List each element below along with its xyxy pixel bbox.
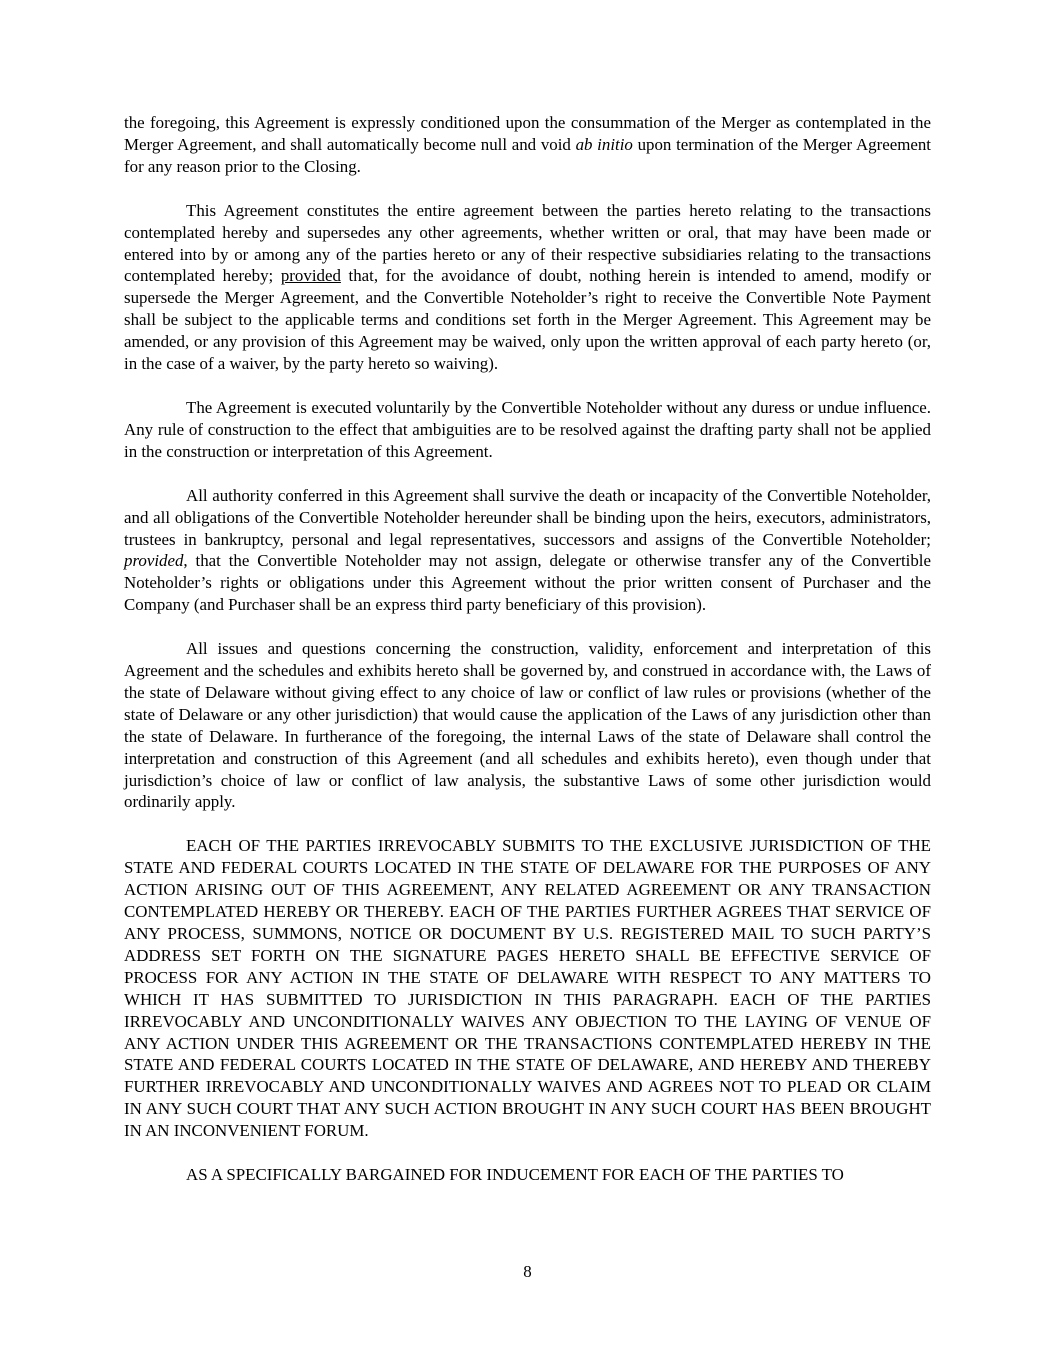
paragraph-voluntary-execution: The Agreement is executed voluntarily by the Convertible Noteholder without any duress or undue influence. Any rule of construction to the effect that ambiguities are to be resolved against the drafting party shall not be applied in the construction or interpretation of this Agreement. [124, 397, 931, 461]
paragraph-text: , that the Convertible Noteholder may not assign, delegate or otherwise transfer any of the Convertible Noteholder’s rights or obligations under this Agreement without the prior written consent of Purchaser and the Company (and Purchaser shall be an express third party beneficiary of this provision). [124, 551, 931, 615]
paragraph-authority-survival [124, 485, 931, 616]
underlined-term: provided [280, 266, 341, 286]
paragraph-entire-agreement [124, 200, 931, 375]
italic-term: provided [124, 551, 184, 571]
paragraph-text: that, for the avoidance of doubt, nothing herein is intended to amend, modify or supersede the Merger Agreement, and the Convertible Noteholder’s right to receive the Convertible Note Payment shall be subject to the applicable terms and conditions set forth in the Merger Agreement. This Agreement may be amended, or any provision of this Agreement may be waived, only upon the written approval of each party hereto (or, in the case of a waiver, by the party hereto so waiving). [124, 266, 932, 374]
latin-phrase: ab initio [575, 134, 633, 154]
document-body [124, 112, 931, 1208]
paragraph-text: All authority conferred in this Agreement shall survive the death or incapacity of the Convertible Noteholder, and all obligations of the Convertible Noteholder hereunder shall be binding upon the heirs, executors, administrators, trustees in bankruptcy, personal and legal representatives, successors and assigns of the Convertible Noteholder; [124, 485, 931, 549]
paragraph-text: This Agreement constitutes the entire agreement between the parties hereto relating to the transactions contemplated hereby and supersedes any other agreements, whether written or oral, that may have been made or entered into by or among any of the parties hereto or any of their respective subsidiaries relating to the transactions contemplated hereby; [124, 200, 931, 286]
paragraph-governing-law: All issues and questions concerning the construction, validity, enforcement and interpretation of this Agreement and the schedules and exhibits hereto shall be governed by, and construed in accordance with, the Laws of the state of Delaware without giving effect to any choice of law or conflict of law rules or provisions (whether of the state of Delaware or any other jurisdiction) that would cause the application of the Laws of any jurisdiction other than the state of Delaware. In furtherance of the foregoing, the internal Laws of the state of Delaware shall control the interpretation and construction of this Agreement (and all schedules and exhibits hereto), even though under that jurisdiction’s choice of law or conflict of law analysis, the substantive Laws of some other jurisdiction would ordinarily apply. [124, 639, 931, 812]
paragraph-text: the foregoing, this Agreement is expressly conditioned upon the consummation of the Merger as contemplated in the Merger Agreement, and shall automatically become null and void [124, 113, 931, 154]
page-number: 8 [523, 1262, 532, 1281]
paragraph-jurisdiction: EACH OF THE PARTIES IRREVOCABLY SUBMITS TO THE EXCLUSIVE JURISDICTION OF THE STATE AND FEDERAL COURTS LOCATED IN THE STATE OF DELAWARE FOR THE PURPOSES OF ANY ACTION ARISING OUT OF THIS AGREEMENT, ANY RELATED AGREEMENT OR ANY TRANSACTION CONTEMPLATED HEREBY OR THEREBY. EACH OF THE PARTIES FURTHER AGREES THAT SERVICE OF ANY PROCESS, SUMMONS, NOTICE OR DOCUMENT BY U.S. REGISTERED MAIL TO SUCH PARTY’S ADDRESS SET FORTH ON THE SIGNATURE PAGES HERETO SHALL BE EFFECTIVE SERVICE OF PROCESS FOR ANY ACTION IN THE STATE OF DELAWARE WITH RESPECT TO ANY MATTERS TO WHICH IT HAS SUBMITTED TO JURISDICTION IN THIS PARAGRAPH. EACH OF THE PARTIES IRREVOCABLY AND UNCONDITIONALLY WAIVES ANY OBJECTION TO THE LAYING OF VENUE OF ANY ACTION UNDER THIS AGREEMENT OR THE TRANSACTIONS CONTEMPLATED HEREBY IN THE STATE AND FEDERAL COURTS LOCATED IN THE STATE OF DELAWARE, AND HEREBY AND THEREBY FURTHER IRREVOCABLY AND UNCONDITIONALLY WAIVES AND AGREES NOT TO PLEAD OR CLAIM IN ANY SUCH COURT THAT ANY SUCH ACTION BROUGHT IN ANY SUCH COURT HAS BEEN BROUGHT IN AN INCONVENIENT FORUM. [124, 836, 931, 1141]
paragraph-text: upon termination of the Merger Agreement for any reason prior to the Closing. [124, 134, 931, 176]
paragraph-inducement: AS A SPECIFICALLY BARGAINED FOR INDUCEMENT FOR EACH OF THE PARTIES TO [186, 1165, 844, 1185]
paragraph-merger-condition [124, 112, 931, 178]
